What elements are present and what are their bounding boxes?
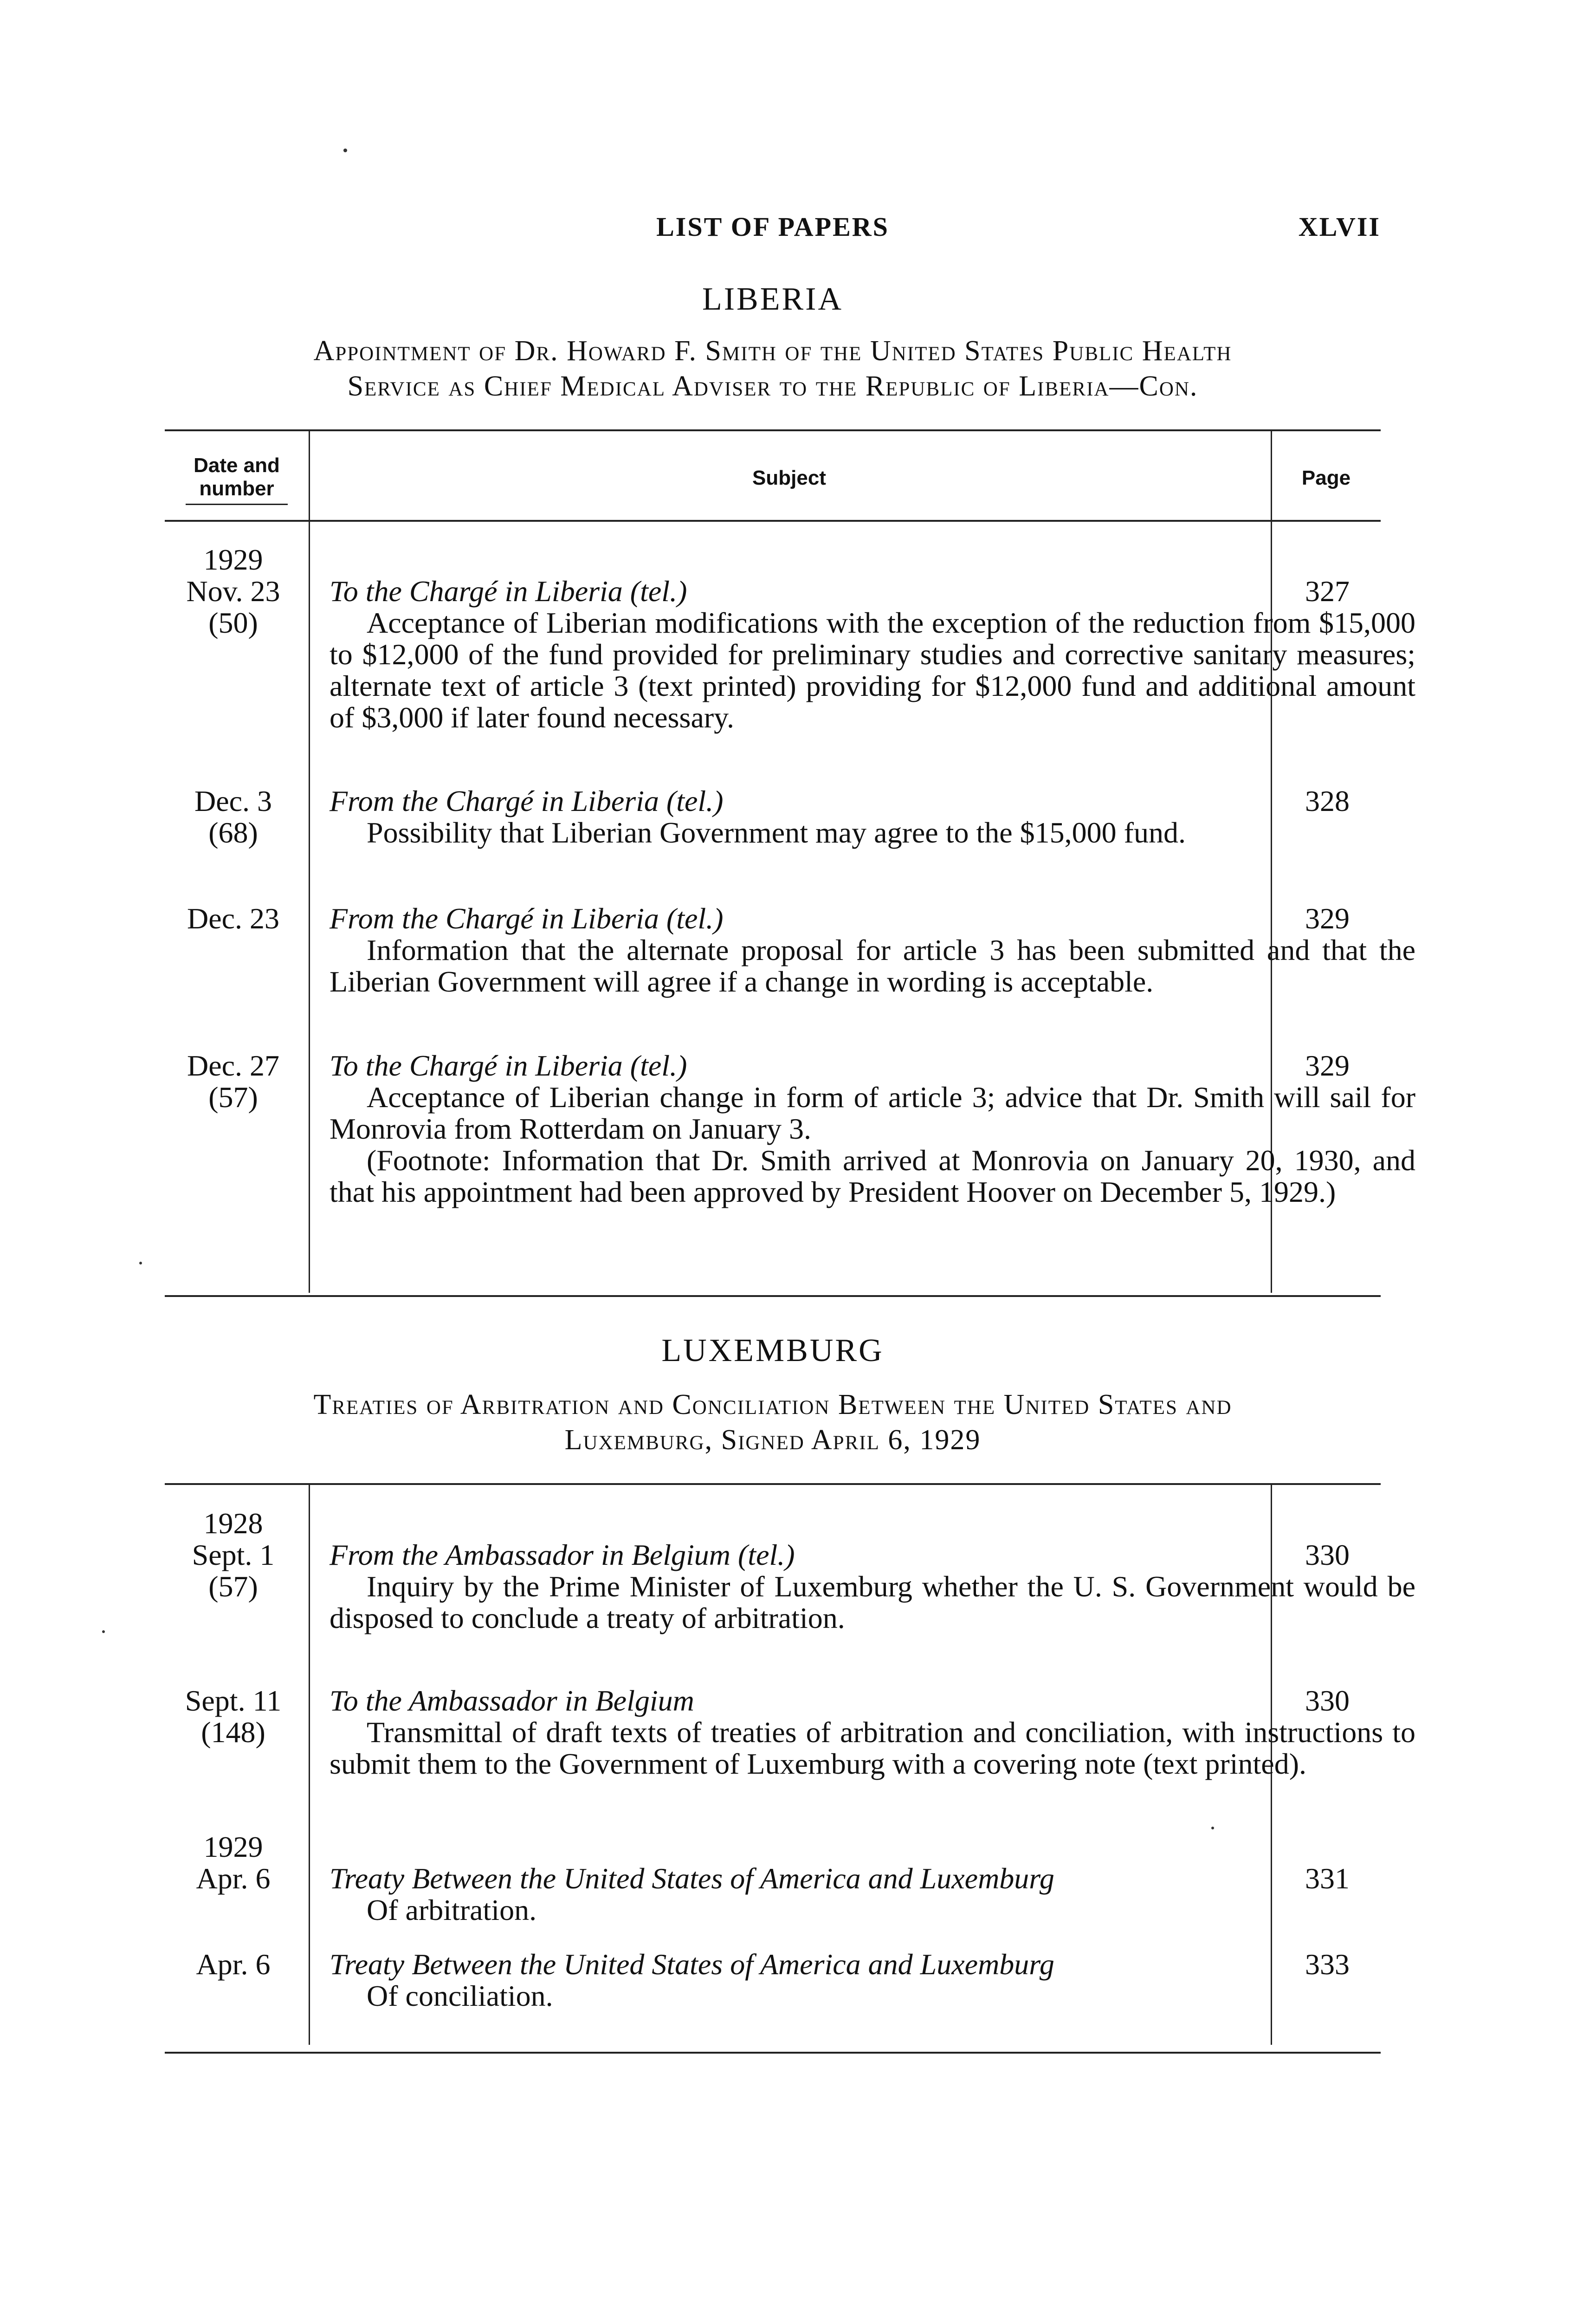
entry-description: Information that the alternate proposal for article 3 has been submitted and that the Liberian Government will agree if a change in wording is acceptable. xyxy=(330,934,1415,998)
column-header-underline xyxy=(186,504,288,505)
column-header-date: Date and number xyxy=(194,454,280,500)
entry-date xyxy=(169,1508,297,1602)
entry-year: 1928 xyxy=(203,1507,263,1540)
stray-mark xyxy=(343,149,347,152)
entry-title: From the Chargé in Liberia (tel.) xyxy=(330,902,724,935)
entry-page: 329 xyxy=(1305,1049,1350,1082)
entry-title: To the Chargé in Liberia (tel.) xyxy=(330,575,687,608)
entry-subject xyxy=(330,1050,1415,1208)
stray-mark xyxy=(102,1630,105,1633)
stray-mark xyxy=(139,1262,142,1264)
section-heading-line1: Treaties of Arbitration and Conciliation Between the United States and xyxy=(313,1389,1232,1420)
section-heading-line2: Luxemburg, Signed April 6, 1929 xyxy=(564,1424,981,1456)
column-divider-date xyxy=(309,429,310,1293)
entry-description: Acceptance of Liberian change in form of article 3; advice that Dr. Smith will sail for Monrovia from Rotterdam on January 3. xyxy=(330,1081,1415,1145)
entry-title: To the Ambassador in Belgium xyxy=(330,1684,694,1717)
entry-date xyxy=(169,1685,297,1748)
entry-day: Dec. 23 xyxy=(187,902,280,935)
table-top-rule xyxy=(165,429,1381,431)
entry-subject xyxy=(330,1949,1415,2012)
entry-description: Of conciliation. xyxy=(367,1979,553,2012)
entry-page: 327 xyxy=(1305,575,1350,608)
entry-day: Nov. 23 xyxy=(186,575,280,608)
entry-day: Dec. 27 xyxy=(187,1049,280,1082)
entry-number: (68) xyxy=(208,816,258,849)
entry-title: From the Chargé in Liberia (tel.) xyxy=(330,784,724,817)
table-bottom-rule xyxy=(165,2052,1381,2054)
entry-subject xyxy=(330,903,1415,998)
stray-mark xyxy=(1211,1827,1214,1829)
running-title: LIST OF PAPERS xyxy=(656,212,889,242)
section-heading-line2: Service as Chief Medical Adviser to the Republic of Liberia—Con. xyxy=(347,370,1198,402)
entry-subject xyxy=(330,1863,1415,1926)
entry-date xyxy=(169,544,297,639)
entry-footnote: (Footnote: Information that Dr. Smith arrived at Monrovia on January 20, 1930, and that his appointment had been approved by President Hoover on December 5, 1929.) xyxy=(330,1144,1415,1208)
entry-subject xyxy=(330,1539,1415,1634)
entry-title: Treaty Between the United States of America and Luxemburg xyxy=(330,1948,1054,1981)
entry-number: (57) xyxy=(208,1570,258,1603)
entry-date xyxy=(169,1831,297,1894)
entry-page: 331 xyxy=(1305,1862,1350,1895)
entry-year: 1929 xyxy=(203,543,263,576)
page-folio: XLVII xyxy=(1298,212,1381,242)
table-top-rule xyxy=(165,1483,1381,1485)
column-header-subject: Subject xyxy=(752,467,826,489)
entry-year: 1929 xyxy=(203,1830,263,1863)
column-header-page: Page xyxy=(1301,467,1351,489)
entry-page: 329 xyxy=(1305,902,1350,935)
header-bottom-rule xyxy=(165,520,1381,522)
entry-page: 330 xyxy=(1305,1538,1350,1571)
entry-number: (57) xyxy=(208,1081,258,1114)
entry-page: 330 xyxy=(1305,1684,1350,1717)
column-divider-date xyxy=(309,1483,310,2045)
entry-day: Apr. 6 xyxy=(196,1948,271,1981)
entry-day: Apr. 6 xyxy=(196,1862,271,1895)
entry-subject xyxy=(330,785,1415,849)
entry-description: Acceptance of Liberian modifications with the exception of the reduction from $15,000 to $12,000 of the fund provided for preliminary studies and corrective sanitary measures; alternate text of article 3 (text printed) providing for $12,000 fund and additional amount of $3,000 if later found necessary. xyxy=(330,606,1415,734)
entry-page: 328 xyxy=(1305,784,1350,817)
entry-day: Dec. 3 xyxy=(194,784,272,817)
entry-number: (50) xyxy=(208,606,258,639)
entry-description: Possibility that Liberian Government may agree to the $15,000 fund. xyxy=(367,816,1186,849)
entry-description: Of arbitration. xyxy=(367,1893,537,1926)
entry-description: Transmittal of draft texts of treaties of arbitration and conciliation, with instructions to submit them to the Government of Luxemburg with a covering note (text printed). xyxy=(330,1716,1415,1780)
entry-date xyxy=(169,1949,297,1980)
table-bottom-rule xyxy=(165,1295,1381,1297)
entry-date xyxy=(169,785,297,849)
entry-title: From the Ambassador in Belgium (tel.) xyxy=(330,1538,795,1571)
entry-title: To the Chargé in Liberia (tel.) xyxy=(330,1049,687,1082)
entry-title: Treaty Between the United States of America and Luxemburg xyxy=(330,1862,1054,1895)
entry-day: Sept. 1 xyxy=(192,1538,275,1571)
running-header xyxy=(165,211,1381,244)
entry-description: Inquiry by the Prime Minister of Luxemburg whether the U. S. Government would be disposed to conclude a treaty of arbitration. xyxy=(330,1570,1415,1634)
entry-subject xyxy=(330,1685,1415,1780)
entry-day: Sept. 11 xyxy=(185,1684,282,1717)
country-heading-liberia: LIBERIA xyxy=(702,281,844,317)
entry-date xyxy=(169,1050,297,1113)
section-heading-line1: Appointment of Dr. Howard F. Smith of the United States Public Health xyxy=(313,335,1232,367)
entry-subject xyxy=(330,576,1415,733)
entry-date xyxy=(169,903,297,934)
entry-page: 333 xyxy=(1305,1948,1350,1981)
country-heading-luxemburg: LUXEMBURG xyxy=(661,1333,884,1368)
entry-number: (148) xyxy=(201,1716,265,1749)
